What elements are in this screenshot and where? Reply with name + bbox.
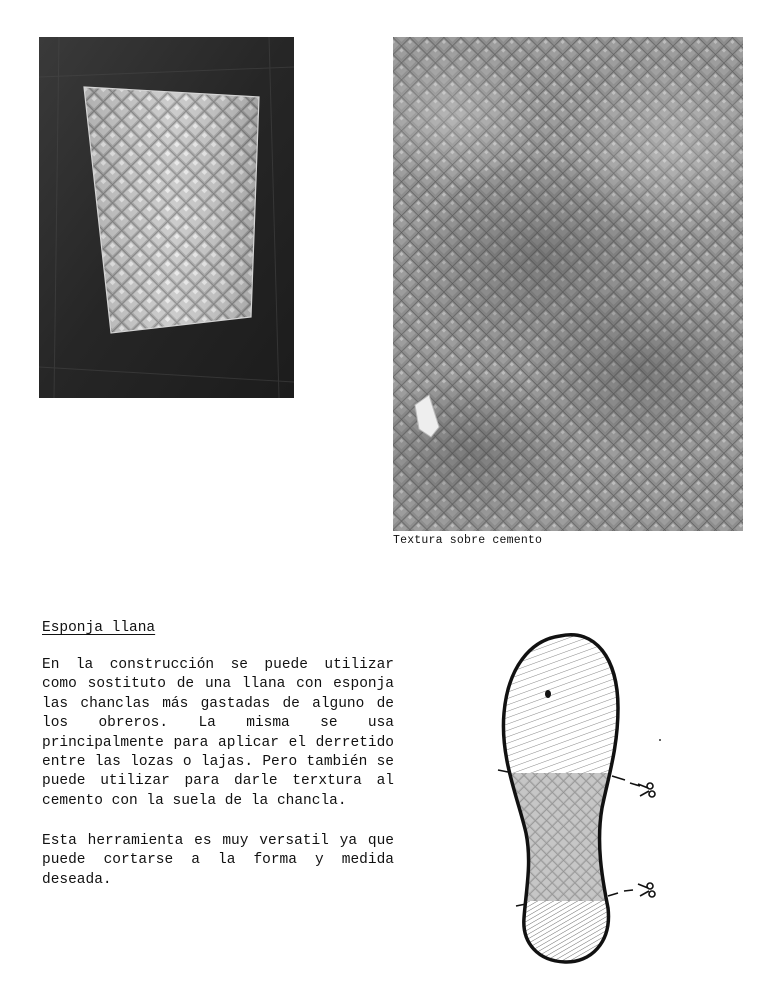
sole-drawing bbox=[490, 628, 670, 968]
cement-texture-photo bbox=[393, 37, 743, 531]
description-paragraph: En la construcción se puede utilizar como sostituto de una llana con esponja las chanclas más gastadas de alguno de los obreros. La misma se usa principalmente para aplicar el derretido entre las lozas o lajas. Pero también se puede utilizar para darle terxtura al cemento con la suela de la chancla. bbox=[42, 657, 394, 809]
flip-flop-sole-sketch bbox=[490, 628, 670, 968]
cement-texture-image bbox=[393, 37, 743, 531]
photo-caption: Textura sobre cemento bbox=[393, 534, 543, 547]
section-heading: Esponja llana bbox=[42, 620, 156, 636]
scissors-icon bbox=[638, 783, 655, 797]
sponge-sole-fragment-image bbox=[39, 37, 294, 398]
sponge-sole-fragment-photo bbox=[39, 37, 294, 398]
scissors-icon bbox=[638, 883, 655, 897]
versatility-paragraph: Esta herramienta es muy versatil ya que puede cortarse a la forma y medida deseada. bbox=[42, 833, 394, 888]
